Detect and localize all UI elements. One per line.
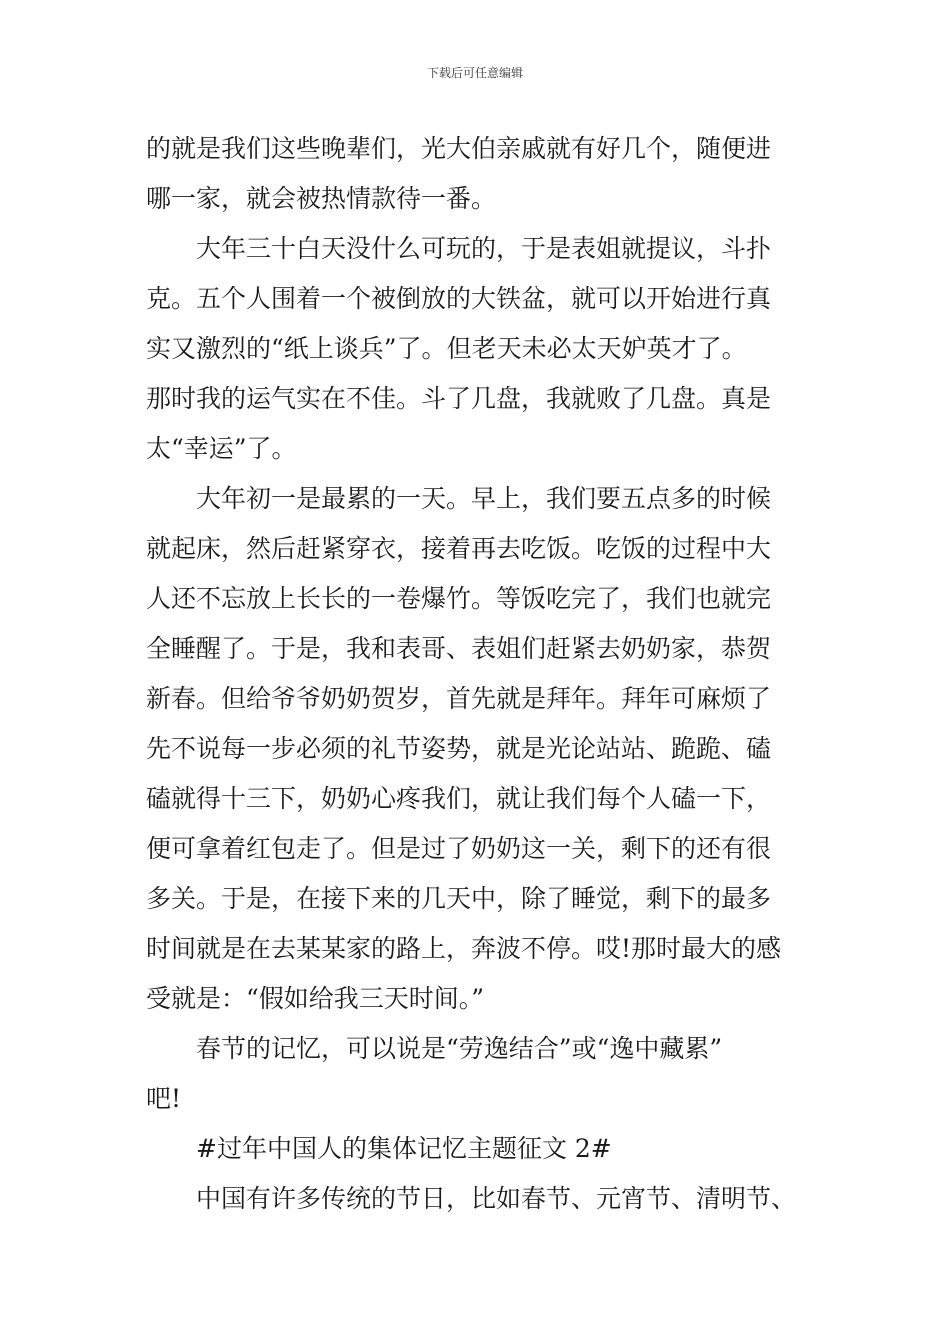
- text-line-16: 多关。于是，在接下来的几天中，除了睡觉，剩下的最多: [146, 884, 772, 913]
- text-line-17: 时间就是在去某某家的路上，奔波不停。哎!那时最大的感: [146, 934, 782, 963]
- text-line-4: 克。五个人围着一个被倒放的大铁盆，就可以开始进行真: [146, 284, 772, 313]
- text-line-13: 先不说每一步必须的礼节姿势，就是光论站站、跪跪、磕: [146, 734, 772, 763]
- text-line-18: 受就是：“假如给我三天时间。”: [146, 984, 485, 1013]
- text-line-1: 的就是我们这些晚辈们，光大伯亲戚就有好几个，随便进: [146, 134, 772, 163]
- text-line-9: 就起床，然后赶紧穿衣，接着再去吃饭。吃饭的过程中大: [146, 534, 772, 563]
- text-line-19: 春节的记忆，可以说是“劳逸结合”或“逸中藏累”: [196, 1034, 723, 1063]
- page-header: 下载后可任意编辑: [426, 66, 523, 80]
- text-line-5: 实又激烈的“纸上谈兵”了。但老天未必太天妒英才了。: [146, 334, 747, 363]
- text-line-8: 大年初一是最累的一天。早上，我们要五点多的时候: [196, 484, 772, 513]
- text-line-2: 哪一家，就会被热情款待一番。: [146, 184, 497, 213]
- text-line-11: 全睡醒了。于是，我和表哥、表姐们赶紧去奶奶家，恭贺: [146, 634, 772, 663]
- section-heading: #过年中国人的集体记忆主题征文 2#: [196, 1134, 612, 1163]
- text-line-22: 中国有许多传统的节日，比如春节、元宵节、清明节、: [196, 1184, 797, 1213]
- text-line-14: 磕就得十三下，奶奶心疼我们，就让我们每个人磕一下，: [146, 784, 772, 813]
- text-line-10: 人还不忘放上长长的一卷爆竹。等饭吃完了，我们也就完: [146, 584, 772, 613]
- text-line-15: 便可拿着红包走了。但是过了奶奶这一关，剩下的还有很: [146, 834, 772, 863]
- text-line-12: 新春。但给爷爷奶奶贺岁，首先就是拜年。拜年可麻烦了: [146, 684, 772, 713]
- text-line-6: 那时我的运气实在不佳。斗了几盘，我就败了几盘。真是: [146, 384, 772, 413]
- text-line-7: 太“幸运”了。: [146, 434, 297, 463]
- text-line-20: 吧!: [146, 1084, 182, 1113]
- text-line-3: 大年三十白天没什么可玩的，于是表姐就提议，斗扑: [196, 234, 772, 263]
